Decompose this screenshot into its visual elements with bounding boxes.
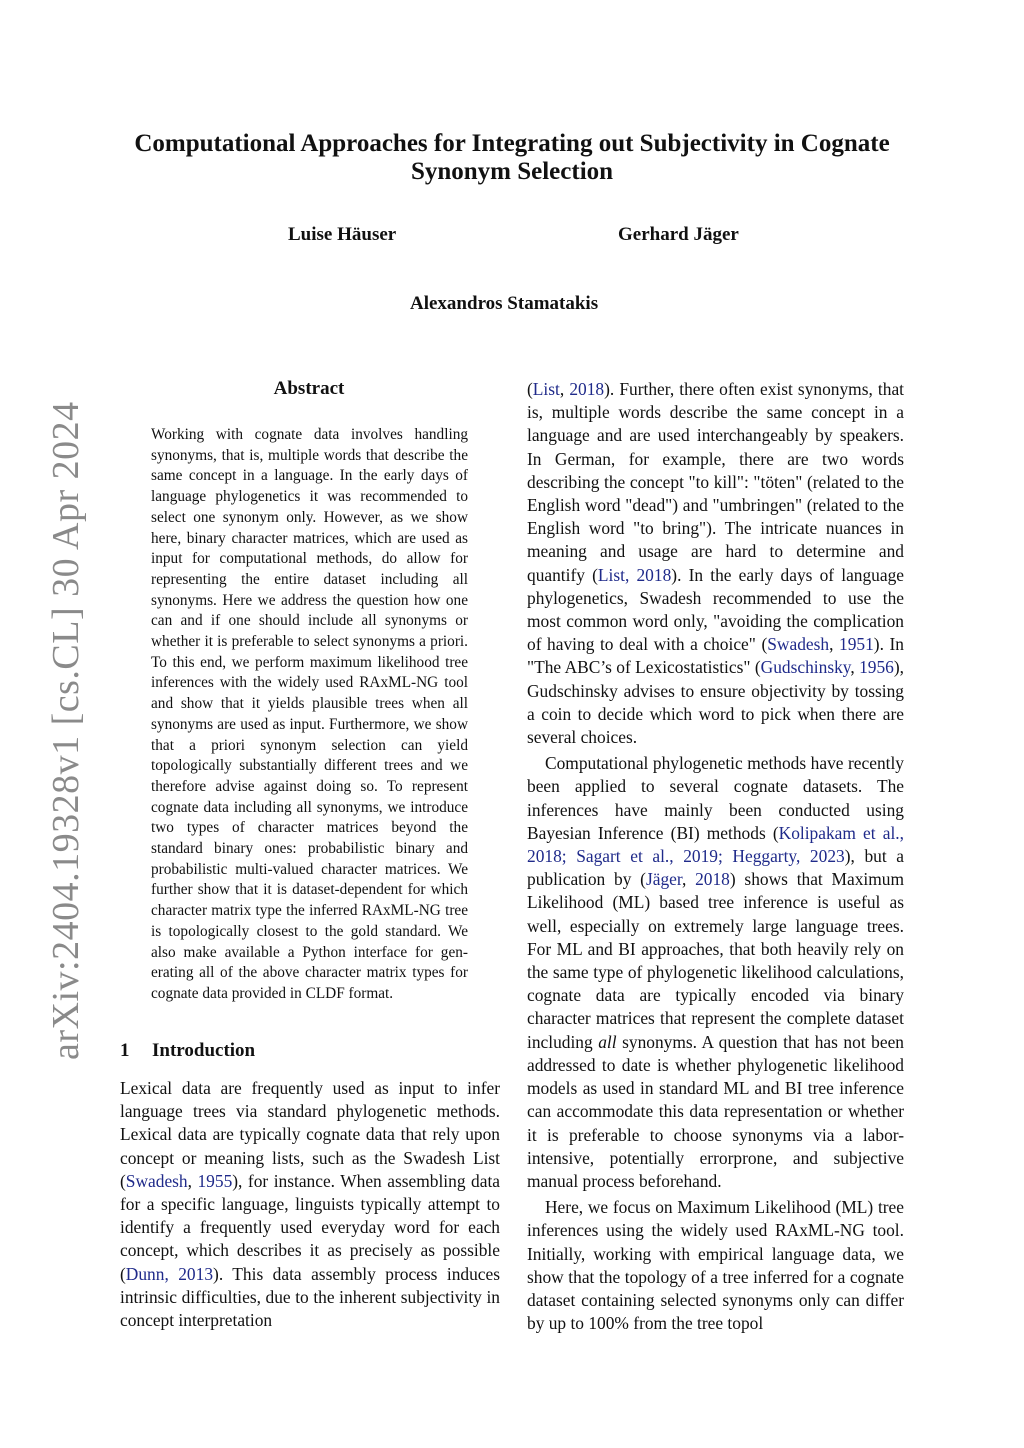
paragraph [120,1077,500,1332]
paragraph [527,1196,904,1335]
abstract-heading: Abstract [273,378,345,399]
body-text: synonyms. A question that has not been addressed to date is whether phylogenetic likelihood models as used in standard ML and BI tree inference can accommodate this data representation or whether it is preferable to choose synonyms via a labor-intensive, potentially errorprone, and subjective manual process beforehand. [527,1031,904,1191]
paper-title: Computational Approaches for Integrating out Subjectivity in Cognate Synonym Selection [134,130,890,185]
section-number: 1 [120,1040,130,1061]
citation-link[interactable]: Dunn, 2013 [125,1263,214,1284]
citation-link[interactable]: Kolipakam et al., 2018; Sagart et al., 2019; Heggarty, 2023 [527,822,904,867]
citation-link[interactable]: Swadesh [125,1170,188,1191]
body-text: , [559,379,570,399]
citation-link[interactable]: 1956 [859,657,894,678]
body-text: , [681,869,696,890]
body-text: ( [527,379,533,399]
body-text: ). In "The ABC’s of Lexicostatistics" ( [527,634,904,678]
left-column-body [120,1077,500,1332]
body-text: ). This data assembly process induces intrinsic difficulties, due to the inherent subjectivity in concept interpretation [120,1263,500,1331]
citation-link[interactable]: Jäger [645,869,682,890]
citation-link[interactable]: 2018 [569,379,605,399]
body-text: , [850,657,860,678]
citation-link[interactable]: List, 2018 [597,564,672,585]
citation-link[interactable]: 1955 [197,1170,233,1191]
author-name: Alexandros Stamatakis [410,293,599,314]
body-text: Lexical data are frequently used as input to infer language trees via standard phylogenetic methods. Lexical data are typically cognate data that rely upon concept or meaning lists, such as the Swadesh List ( [120,1078,500,1191]
citation-link[interactable]: List [532,379,560,399]
body-text: , [187,1170,198,1191]
right-column-body [527,378,904,1335]
citation-link[interactable]: Gudschinsky [760,657,851,678]
abstract-text: Working with cognate data involves handling synonyms, that is, multiple words that describe the same concept in a language. In the early days of language phylogenetics it was recommended to select one synonym only. However, as we show here, binary character matrices, which are used as input for computational methods, do allow for representing the entire dataset including all synonyms. Here we address the question how one can and if one should include all synonyms or whether it is preferable to select synonyms a priori. To this end, we perform maximum likelihood tree inferences with the widely used RAxML-NG tool and show that it yields plausible trees when all synonyms are used as input. Furthermore, we show that a priori synonym selection can yield topologically substantially different trees and we therefore advise against doing so. To represent cognate data including all synonyms, we introduce two types of character matrices beyond the standard binary ones: probabilistic binary and probabilistic multi-valued character matrices. We further show that it is dataset-dependent for which character matrix type the inferred RAxML-NG tree is topologically closest to the gold standard. We also make available a Python interface for generating all of the above character matrix types for cognate data provided in CLDF format. [151,426,468,1002]
citation-link[interactable]: 2018 [695,869,730,890]
emphasis-text: all [598,1031,617,1052]
body-text: ) shows that Maximum Likelihood (ML) based tree inference is useful as well, especially on extremely large language trees. For ML and BI approaches, that both heavily rely on the same type of phylogenetic likelihood calculations, cognate data are typically encoded via binary character matrices that represent the complete dataset including [527,869,904,1052]
body-text: ). In the early days of language phylogenetics, Swadesh recommended to use the most common word only, "avoiding the complication of having to deal with a choice" ( [527,564,905,655]
author-name: Gerhard Jäger [618,224,739,245]
section-heading [120,1040,504,1062]
paragraph [527,752,904,1193]
arxiv-side-stamp: arXiv:2404.19328v1 [cs.CL] 30 Apr 2024 [45,401,87,1060]
body-text: ), Gudschinsky advises to ensure objectivity by tossing a coin to decide which word to pick when there are several choices. [527,657,905,748]
body-text: ), for instance. When assembling data for a specific language, linguists typically attempt to identify a frequently used everyday word for each concept, which describes it as precisely as possible ( [120,1170,500,1284]
section-title: Introduction [152,1040,256,1061]
body-text: Computational phylogenetic methods have recently been applied to several cognate datasets. The inferences have mainly been conducted using Bayesian Inference (BI) methods ( [527,753,904,843]
body-text: ), but a publication by ( [527,846,904,890]
author-name: Luise Häuser [288,224,397,245]
body-text: , [829,634,840,655]
citation-link[interactable]: 1951 [839,634,874,655]
body-text: ). Further, there often exist synonyms, that is, multiple words describe the same concept in a language and are used interchangeably by speakers. In German, for example, there are two words describing the concept "to kill": "töten" (related to the English word "dead") and "umbringen" (related to the English word "to bring"). The intricate nuances in meaning and usage are hard to determine and quantify ( [527,379,904,585]
citation-link[interactable]: Swadesh [767,634,830,655]
body-text: Here, we focus on Maximum Likelihood (ML) tree inferences using the widely used RAxML-NG tool. Initially, working with empirical language data, we show that the topology of a tree inferred for a cognate dataset containing selected synonyms only can differ by up to 100% from the tree topol [527,1197,904,1334]
paragraph [527,378,904,749]
